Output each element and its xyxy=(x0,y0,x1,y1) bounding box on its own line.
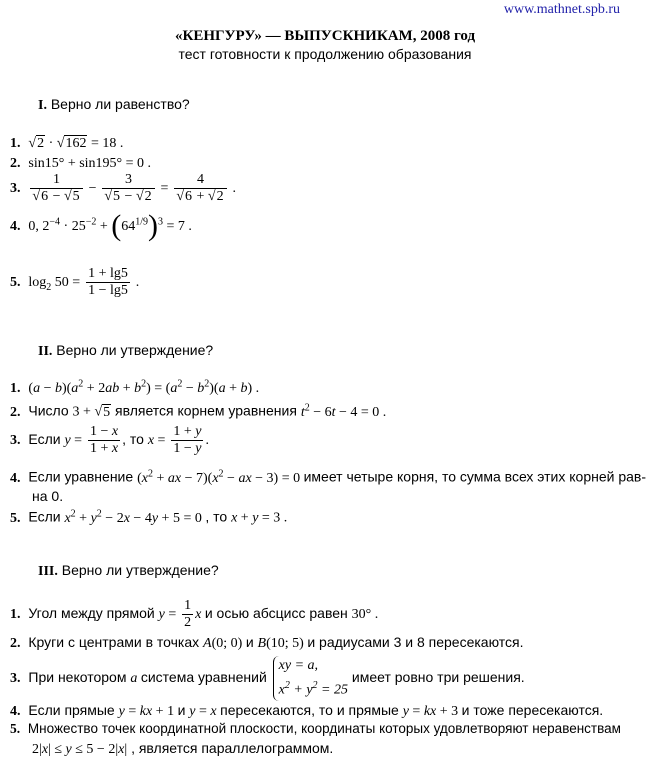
s3-i3-a: При некотором xyxy=(28,669,127,686)
item-number: 4. xyxy=(10,704,21,719)
s2-item-3: 3. Если y = $\frac{1 - x}{1 + x}$ , то x = $\frac{1 + y}{1 - y}$ . xyxy=(10,424,209,456)
s3-i3-c: имеет ровно три решения. xyxy=(351,669,525,686)
page-title: «КЕНГУРУ» — ВЫПУСКНИКАМ, 2008 год xyxy=(174,28,476,44)
item-number: 2. xyxy=(10,404,21,420)
item-number: 4. xyxy=(10,218,21,234)
item-number: 4. xyxy=(10,470,21,486)
s3-item-5 xyxy=(10,721,621,737)
s3-i4-e: тоже пересекаются. xyxy=(473,702,604,718)
item-number: 2. xyxy=(10,156,21,171)
s1-item-5: 5. $\log_2 50$ = $\frac{1 + \lg 5}{1 - \lg 5}$ . xyxy=(10,266,140,298)
s2-i3-if: Если xyxy=(28,431,61,448)
site-url[interactable]: www.mathnet.spb.ru xyxy=(503,2,620,17)
item-number: 1. xyxy=(10,607,21,623)
item-number: 5. xyxy=(10,275,21,291)
item-number: 1. xyxy=(10,136,21,151)
s3-i2-a: Круги с центрами в точках xyxy=(28,634,200,650)
s3-i1-b: и осью абсцисс равен xyxy=(204,605,348,622)
section-2-roman: II. xyxy=(38,344,53,359)
item-number: 1. xyxy=(10,380,21,396)
s2-i3-then: , то xyxy=(122,431,144,448)
section-1-heading xyxy=(38,96,190,114)
section-3-roman: III. xyxy=(38,564,58,579)
s2-item-4: 4. Если уравнение ($x^2$ + ax − $7)(x^2$ − ax − 3) = 0 имеет четыре корня, то сумма всех этих корней рав- xyxy=(10,468,647,486)
s3-item-1: 1. Угол между прямой y = $\frac{1}{2}$ x и осью абсцисс равен 30° . xyxy=(10,598,379,630)
section-2-text: Верно ли утверждение? xyxy=(56,342,214,358)
page-subtitle: тест готовности к продолжению образования xyxy=(178,46,472,62)
item-number: 3. xyxy=(10,671,21,687)
s3-item-4: 4. Если прямые y = kx + 1 и y = x пересекаются, то и прямые y = kx + 3 и тоже пересекаются. xyxy=(10,702,604,719)
s1-item-4: 4. 0, $2^{-4} \cdot 25^{-2} + (64^{1/9})^3 = 7$ . xyxy=(10,209,192,242)
section-1-roman: I. xyxy=(38,98,47,113)
s3-item-3: 3. При некотором a система уравнений xy = a, $x^2 + y^2 = 25$ имеет ровно три решения. xyxy=(10,656,525,701)
s1-item-2: 2. sin15° + sin195° = 0 . xyxy=(10,156,152,171)
s2-i4-text-c: на 0. xyxy=(32,488,64,504)
s3-i4-c: пересекаются, то и прямые xyxy=(220,702,399,718)
equation-system: xy = a, $x^2 + y^2 = 25$ xyxy=(273,656,348,701)
item-number: 3. xyxy=(10,433,21,449)
section-3-text: Верно ли утверждение? xyxy=(61,562,219,578)
s2-i5-then: , то xyxy=(205,508,228,525)
s2-item-2: 2. Число 3 + √5 является корнем уравнения $t^2 - 6t - 4 = 0$ . xyxy=(10,402,387,420)
s2-i2-text-a: Число xyxy=(28,402,69,419)
s3-i4-a: Если прямые xyxy=(28,702,115,718)
s2-i4-text-b: имеет четыре корня, то сумма всех этих корней рав- xyxy=(303,468,647,485)
s2-i5-if: Если xyxy=(28,508,61,525)
item-number: 3. xyxy=(10,181,21,197)
s2-i2-text-b: является корнем уравнения xyxy=(115,402,297,419)
s2-item-1: 1. $(a - b)(a^2 + 2ab + b^2) = (a^2 - b^2)(a + b)$ . xyxy=(10,378,260,396)
item-number: 5. xyxy=(10,510,21,526)
s3-i4-b: и xyxy=(177,702,186,718)
s3-i5-b: , является параллелограммом. xyxy=(131,740,334,756)
item-number: 2. xyxy=(10,636,21,651)
s3-item-5-cont: 2|x| ≤ y ≤ 5 − 2|x| , является параллелограммом. xyxy=(32,740,334,757)
s3-item-2: 2. Круги с центрами в точках A(0; 0) и B(10; 5) и радиусами 3 и 8 пересекаются. xyxy=(10,634,524,651)
s3-i2-c: и радиусами 3 и 8 пересекаются. xyxy=(307,634,524,650)
s3-i3-b: система уравнений xyxy=(140,669,267,686)
item-number: 5. xyxy=(10,721,21,736)
s3-i1-a: Угол между прямой xyxy=(28,605,155,622)
s1-item-3: 3. $\frac{1}{√6 - √5}$ − $\frac{3}{√5 - √2}$ = $\frac{4}{√6 + √2}$ . xyxy=(10,172,236,204)
s2-item-5: 5. Если $x^2 + y^2 - 2x - 4y + 5 = 0$ , то x + y = 3 . xyxy=(10,508,288,526)
s3-i5-a: Множество точек координатной плоскости, координаты которых удовлетворяют неравенствам xyxy=(27,721,621,736)
s1-item-1: 1. √2 · √162 = 18 . xyxy=(10,136,124,151)
s2-i4-text-a: Если уравнение xyxy=(28,468,134,485)
s2-item-4-cont xyxy=(32,488,63,504)
s3-i2-b: и xyxy=(245,634,254,650)
s3-i4-d: и xyxy=(461,702,470,718)
section-1-text: Верно ли равенство? xyxy=(50,96,190,112)
section-2-heading xyxy=(38,342,213,360)
section-3-heading xyxy=(38,562,219,580)
